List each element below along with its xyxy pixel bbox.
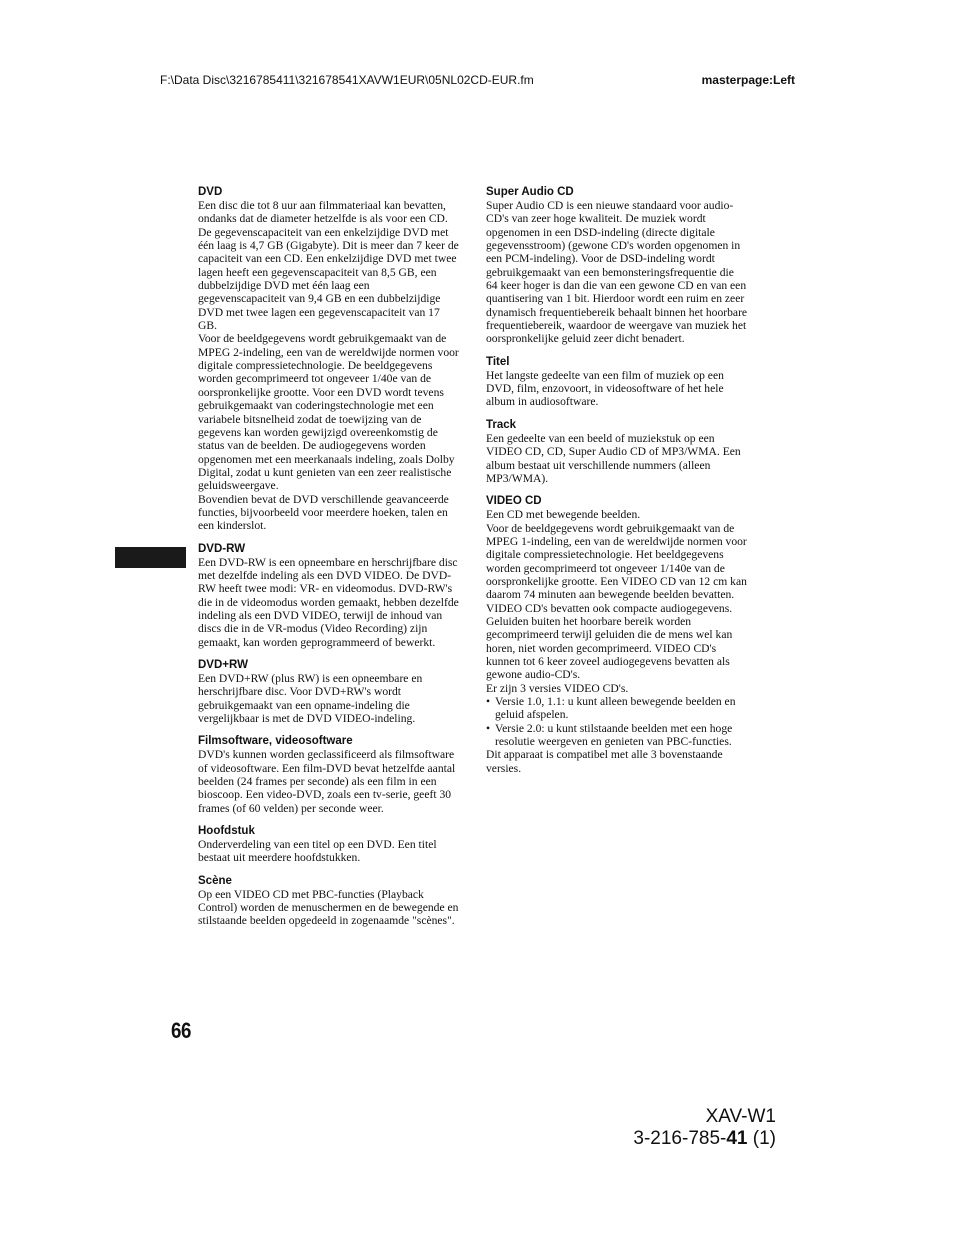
entry-paragraph: Een gedeelte van een beeld of muziekstuk op een VIDEO CD, CD, Super Audio CD of MP3/WMA. Een album bestaat uit verschillende nummers (alleen MP3/WMA). bbox=[486, 431, 741, 485]
entry-paragraph: DVD's kunnen worden geclassificeerd als filmsoftware of videosoftware. Een film-DVD bevat hetzelfde aantal beelden (24 frames per seconde) als een film in een bioscoop. Een video-DVD, zoals een tv-serie, geeft 30 frames (of 60 velden) per seconde weer. bbox=[198, 748, 456, 815]
entry-paragraph: Super Audio CD is een nieuwe standaard voor audio-CD's van zeer hoge kwaliteit. De muziek wordt opgenomen in een DSD-indeling (directe digitale gegevensstroom) (gewone CD's worden opgenomen in een PCM-indeling). Voor de DSD-indeling wordt gebruikgemaakt van een bemonsteringsfrequentie die 64 keer hoger is dan die van een gewone CD en van een quantisering van 1 bit. Hierdoor wordt een ruim en zeer dynamisch frequentiebereik behaalt binnen het hoorbare frequentiebereik, waardoor de weergave van muziek het oorspronkelijke geluid zeer dicht benadert. bbox=[486, 199, 748, 346]
glossary-entry-filmsoftware bbox=[198, 734, 460, 815]
left-column bbox=[198, 185, 460, 937]
entry-paragraph: VIDEO CD's bevatten ook compacte audiogegevens. Geluiden buiten het hoorbare bereik worden gecomprimeerd terwijl geluiden die de mens wel kan horen, niet worden gecomprimeerd. VIDEO CD's kunnen tot 6 keer zoveel audiogegevens bevatten als gewone audio-CD's. bbox=[486, 601, 733, 682]
entry-paragraph: Dit apparaat is compatibel met alle 3 bovenstaande versies. bbox=[486, 748, 723, 775]
entry-body bbox=[198, 838, 460, 865]
entry-body bbox=[486, 369, 748, 409]
entry-body bbox=[198, 888, 460, 928]
entry-title: DVD bbox=[198, 186, 223, 198]
glossary-entry-hoofdstuk bbox=[198, 824, 460, 865]
entry-paragraph: Een CD met bewegende beelden. bbox=[486, 508, 641, 522]
page-number: 66 bbox=[171, 1018, 191, 1043]
glossary-entry-dvd-rw bbox=[198, 542, 460, 649]
glossary-entry-scene bbox=[198, 874, 460, 928]
right-column bbox=[486, 185, 748, 784]
glossary-entry-super-audio-cd bbox=[486, 185, 748, 346]
entry-body bbox=[198, 199, 460, 533]
entry-body bbox=[486, 432, 748, 485]
entry-title: Filmsoftware, videosoftware bbox=[198, 735, 353, 748]
model-code bbox=[600, 1128, 776, 1150]
section-tab-marker bbox=[115, 547, 186, 568]
entry-title: DVD+RW bbox=[198, 659, 248, 671]
entry-paragraph: Voor de beeldgegevens wordt gebruikgemaakt van de MPEG 1-indeling, een van de wereldwijde normen voor digitale compressietechnologie. Het beeldgegevens worden gecomprimeerd tot ongeveer 1/140e van de oorspronkelijke grootte. Een VIDEO CD van 12 cm kan daarom 74 minuten aan bewegende beelden bevatten. bbox=[486, 521, 747, 602]
entry-title: VIDEO CD bbox=[486, 495, 542, 508]
entry-body bbox=[198, 672, 460, 725]
model-code-bold: 41 bbox=[726, 1128, 748, 1149]
entry-paragraph: Onderverdeling van een titel op een DVD. Een titel bestaat uit meerdere hoofdstukken. bbox=[198, 838, 437, 865]
entry-paragraph: Het langste gedeelte van een film of muziek op een DVD, film, enzovoort, in videosoftware of het hele album in audiosoftware. bbox=[486, 368, 724, 409]
entry-body bbox=[198, 556, 460, 649]
entry-title: Super Audio CD bbox=[486, 186, 574, 198]
glossary-entry-dvd bbox=[198, 185, 460, 533]
entry-title: Hoofdstuk bbox=[198, 825, 255, 838]
list-item: • Versie 1.0, 1.1: u kunt alleen bewegende beelden en geluid afspelen. bbox=[486, 695, 748, 722]
list-item: • Versie 2.0: u kunt stilstaande beelden met een hoge resolutie weergeven en genieten van PBC-functies. bbox=[486, 722, 748, 749]
masterpage-label: masterpage:Left bbox=[701, 73, 795, 87]
model-footer bbox=[600, 1106, 776, 1150]
entry-body bbox=[486, 508, 748, 695]
entry-paragraph: Een disc die tot 8 uur aan filmmateriaal kan bevatten, ondanks dat de diameter hetzelfde is als voor een CD. bbox=[198, 199, 448, 226]
entry-paragraph: Er zijn 3 versies VIDEO CD's. bbox=[486, 681, 629, 695]
glossary-entry-titel bbox=[486, 355, 748, 409]
version-list bbox=[486, 695, 748, 748]
model-code-suffix: (1) bbox=[747, 1128, 776, 1149]
glossary-entry-video-cd bbox=[486, 494, 748, 775]
entry-body bbox=[486, 199, 748, 346]
entry-paragraph: Op een VIDEO CD met PBC-functies (Playback Control) worden de menuschermen en de bewegende en stilstaande beelden opgedeeld in zogenaamde "scènes". bbox=[198, 887, 459, 928]
entry-title: Track bbox=[486, 418, 517, 431]
entry-paragraph: Een DVD+RW (plus RW) is een opneembare en herschrijfbare disc. Voor DVD+RW's wordt gebruikgemaakt van een opname-indeling die vergelijkbaar is met de DVD VIDEO-indeling. bbox=[198, 672, 423, 726]
file-path-header: F:\Data Disc\3216785411\321678541XAVW1EUR\05NL02CD-EUR.fm bbox=[160, 73, 534, 87]
model-code-prefix: 3-216-785- bbox=[633, 1128, 727, 1149]
entry-paragraph: Voor de beeldgegevens wordt gebruikgemaakt van de MPEG 2-indeling, een van de wereldwijde normen voor digitale compressietechnologie. De beeldgegevens worden gecomprimeerd tot ongeveer 1/40e van de oorspronkelijke grootte. Voor een DVD wordt tevens gebruikgemaakt van coderingstechnologie met een variabele bitsnelheid zodat de toewijzing van de gegevens kan worden gewijzigd overeenkomstig de status van de beelden. De audiogegevens worden opgenomen met een meerkanaals indeling, zoals Dolby Digital, zodat u kunt genieten van een zeer realistische geluidsweergave. bbox=[198, 332, 459, 493]
entry-title: Scène bbox=[198, 874, 232, 887]
entry-paragraph: De gegevenscapaciteit van een enkelzijdige DVD met één laag is 4,7 GB (Gigabyte). Dit is meer dan 7 keer de capaciteit van een CD. Een enkelzijdige DVD met twee lagen heeft een gegevenscapaciteit van 8,5 GB, een dubbelzijdige DVD met één laag een gegevenscapaciteit van 9,4 GB en een dubbelzijdige DVD met twee lagen een gegevenscapaciteit van 17 GB. bbox=[198, 225, 459, 333]
entry-body bbox=[198, 748, 460, 815]
entry-paragraph: Bovendien bevat de DVD verschillende geavanceerde functies, bijvoorbeeld voor meerdere hoeken, talen en een kinderslot. bbox=[198, 492, 449, 533]
glossary-entry-dvd-plus-rw bbox=[198, 658, 460, 725]
model-name: XAV-W1 bbox=[705, 1106, 776, 1127]
entry-paragraph: Een DVD-RW is een opneembare en herschrijfbare disc met dezelfde indeling als een DVD VIDEO. De DVD-RW heeft twee modi: VR- en videomodus. DVD-RW's die in de videomodus worden gemaakt, hebben dezelfde indeling als een DVD VIDEO, terwijl de inhoud van discs die in de VR-modus (Video Recording) zijn gemaakt, kan worden geprogrammeerd of bewerkt. bbox=[198, 555, 459, 649]
glossary-entry-track bbox=[486, 418, 748, 485]
entry-title: Titel bbox=[486, 355, 510, 368]
entry-title: DVD-RW bbox=[198, 542, 246, 555]
